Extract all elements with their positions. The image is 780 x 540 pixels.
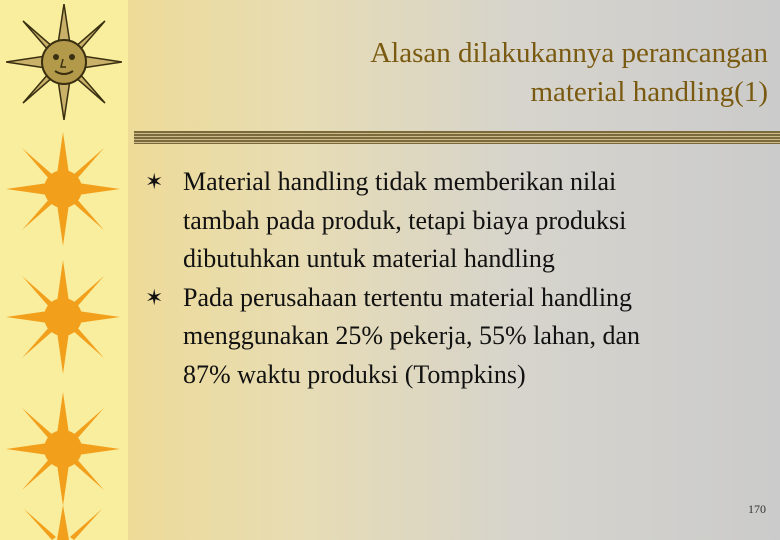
bullet-line: dibutuhkan untuk material handling <box>183 244 555 273</box>
sun-icon <box>4 390 122 508</box>
bullet-line: Material handling tidak memberikan nilai <box>183 167 617 196</box>
bullet-line: menggunakan 25% pekerja, 55% lahan, dan <box>183 321 641 350</box>
bullet-line: tambah pada produk, tetapi biaya produksi <box>183 205 627 235</box>
title-divider <box>134 131 780 144</box>
sun-icon <box>10 505 116 540</box>
sun-icon <box>4 130 122 248</box>
sun-icon <box>4 258 122 376</box>
bullet-line: Pada perusahaan tertentu material handling <box>183 282 633 312</box>
bullet-list <box>145 163 765 394</box>
slide-title <box>248 34 768 112</box>
sun-face-icon <box>6 4 122 120</box>
bullet-line: 87% waktu produksi (Tompkins) <box>183 359 526 389</box>
page-number: 170 <box>748 502 766 516</box>
bullet-star-icon: ✶ <box>145 169 164 194</box>
bullet-item <box>145 279 765 395</box>
bullet-item <box>145 163 765 279</box>
title-line-2: material handling(1) <box>530 76 768 108</box>
title-line-1: Alasan dilakukannya perancangan <box>370 37 768 69</box>
bullet-star-icon: ✶ <box>145 284 164 310</box>
decorative-sidebar <box>0 0 128 540</box>
